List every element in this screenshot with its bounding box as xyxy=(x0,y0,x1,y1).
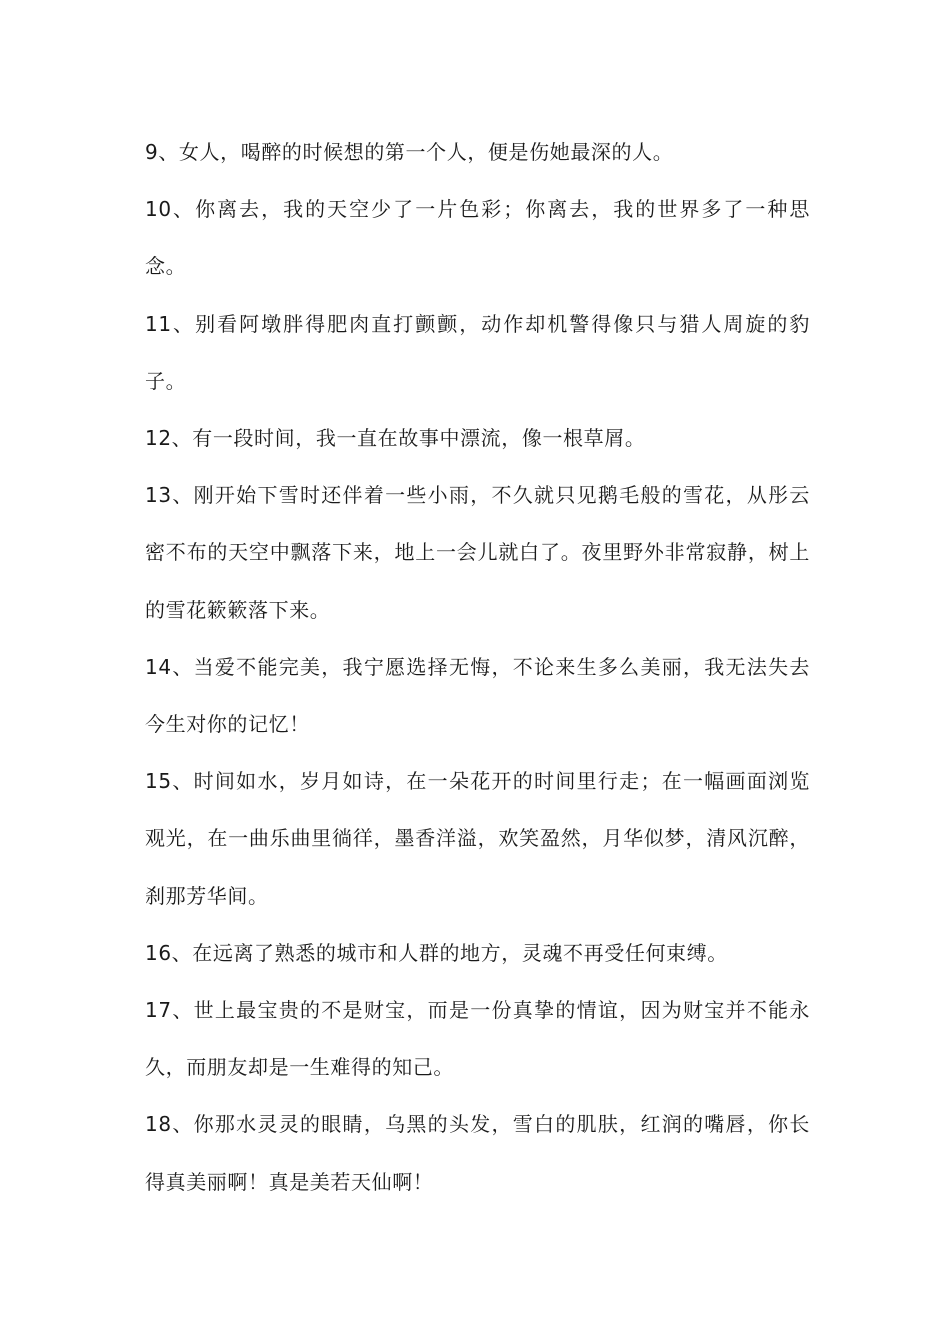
paragraph-9: 9、女人，喝醉的时候想的第一个人，便是伤她最深的人。 xyxy=(145,140,674,164)
paragraph-18: 18、你那水灵灵的眼睛，乌黑的头发，雪白的肌肤，红润的嘴唇，你长得真美丽啊！真是美若天仙啊！ xyxy=(145,1112,810,1194)
paragraph-14: 14、当爱不能完美，我宁愿选择无悔，不论来生多么美丽，我无法失去今生对你的记忆！ xyxy=(145,654,810,737)
paragraph-12: 12、有一段时间，我一直在故事中漂流，像一根草屑。 xyxy=(145,426,646,451)
paragraph-10: 10、你离去，我的天空少了一片色彩；你离去，我的世界多了一种思念。 xyxy=(145,197,810,279)
paragraph-17: 17、世上最宝贵的不是财宝，而是一份真挚的情谊，因为财宝并不能永久，而朋友却是一生难得的知己。 xyxy=(145,998,810,1080)
document-body xyxy=(145,124,810,1211)
paragraph-13: 13、刚开始下雪时还伴着一些小雨，不久就只见鹅毛般的雪花，从彤云密不布的天空中飘落下来，地上一会儿就白了。夜里野外非常寂静，树上的雪花簌簌落下来。 xyxy=(145,483,810,622)
paragraph-16: 16、在远离了熟悉的城市和人群的地方，灵魂不再受任何束缚。 xyxy=(145,940,728,965)
paragraph-11: 11、别看阿墩胖得肥肉直打颤颤，动作却机警得像只与猎人周旋的豹子。 xyxy=(145,311,810,393)
paragraph-15: 15、时间如水，岁月如诗，在一朵花开的时间里行走；在一幅画面浏览观光，在一曲乐曲里徜徉，墨香洋溢，欢笑盈然，月华似梦，清风沉醉，刹那芳华间。 xyxy=(145,769,810,908)
